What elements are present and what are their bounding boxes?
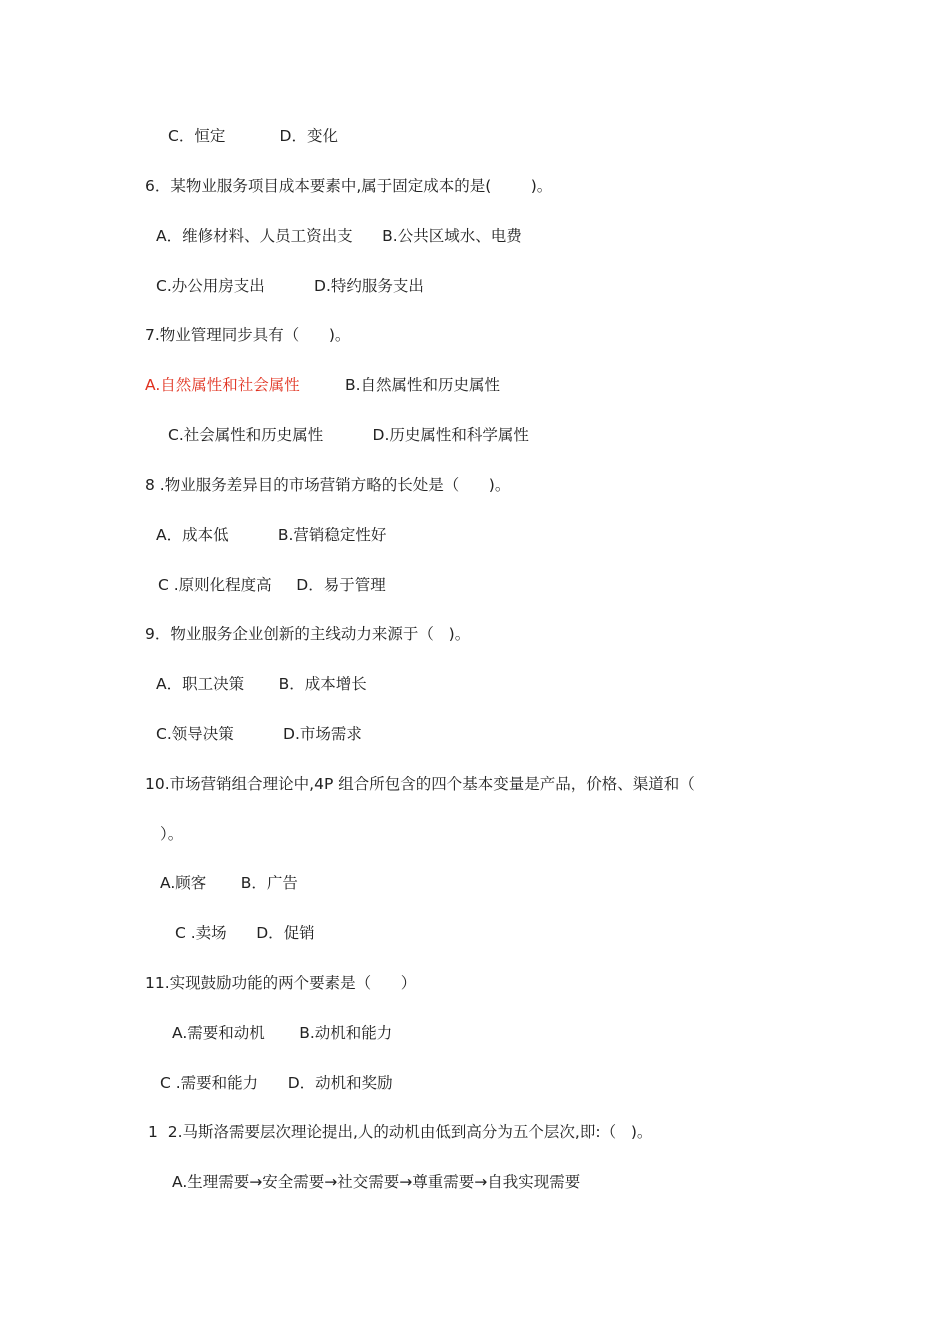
q6-question: 6．某物业服务项目成本要素中,属于固定成本的是( )。 (145, 177, 553, 195)
q5-options-cd: C．恒定 D．变化 (168, 127, 338, 145)
q11-question: 11.实现鼓励功能的两个要素是（ ） (145, 974, 417, 992)
q7-options-cd: C.社会属性和历史属性 D.历史属性和科学属性 (168, 426, 529, 444)
q6-options-ab: A．维修材料、人员工资出支 B.公共区域水、电费 (156, 227, 522, 245)
q10-question: 10.市场营销组合理论中,4P 组合所包含的四个基本变量是产品，价格、渠道和（ (145, 775, 695, 793)
q9-options-cd: C.领导决策 D.市场需求 (156, 725, 362, 743)
q12-option-a: A.生理需要→安全需要→社交需要→尊重需要→自我实现需要 (172, 1173, 581, 1191)
q9-options-ab: A．职工决策 B．成本增长 (156, 675, 367, 693)
q8-options-cd: C .原则化程度高 D．易于管理 (158, 576, 386, 594)
q10-question-cont: ）。 (160, 825, 184, 843)
q7-option-b: B.自然属性和历史属性 (345, 376, 501, 394)
q11-options-cd: C .需要和能力 D．动机和奖励 (160, 1074, 393, 1092)
q8-question: 8 .物业服务差异目的市场营销方略的长处是（ )。 (145, 476, 511, 494)
q10-options-cd: C .卖场 D．促销 (175, 924, 315, 942)
q7-option-a-answer: A.自然属性和社会属性 (145, 376, 300, 394)
q9-question: 9．物业服务企业创新的主线动力来源于（ )。 (145, 625, 471, 643)
q12-question: 1 2.马斯洛需要层次理论提出,人的动机由低到高分为五个层次,即:（ )。 (148, 1123, 653, 1141)
q8-options-ab: A．成本低 B.营销稳定性好 (156, 526, 387, 544)
q11-options-ab: A.需要和动机 B.动机和能力 (172, 1024, 393, 1042)
q6-options-cd: C.办公用房支出 D.特约服务支出 (156, 277, 424, 295)
q7-question: 7.物业管理同步具有（ )。 (145, 326, 351, 344)
q10-options-ab: A.顾客 B．广告 (160, 874, 298, 892)
